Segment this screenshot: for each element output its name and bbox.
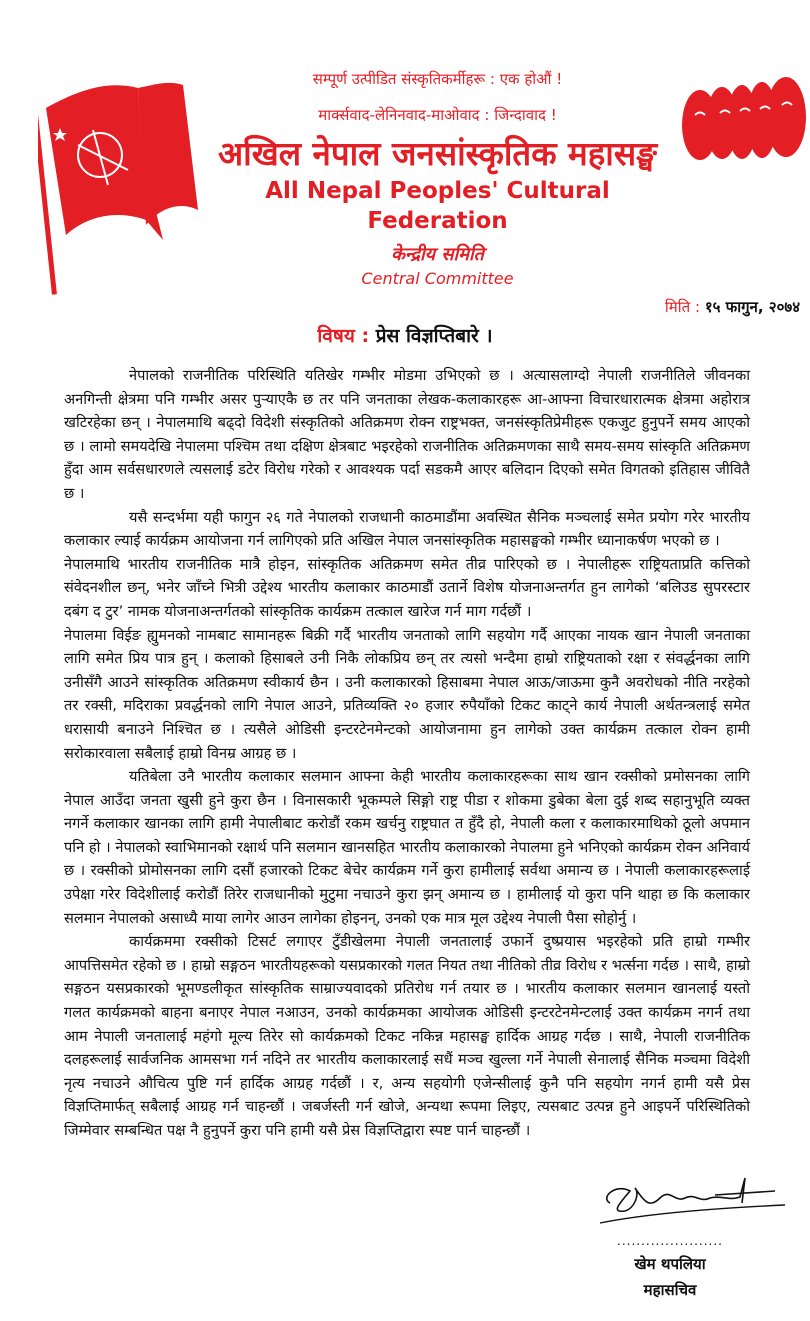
flag-logo	[38, 60, 198, 295]
org-name-nepali: अखिल नेपाल जनसांस्कृतिक महासङ्घ	[217, 134, 658, 173]
signature	[590, 1173, 790, 1233]
paragraph: यसै सन्दर्भमा यही फागुन २६ गते नेपालको राजधानी काठमाडौंमा अवस्थित सैनिक मञ्चलाई समेत प्रयोग गरेर भारतीय कलाकार ल्याई कार्यक्रम आयोजना गर्न लागिएको प्रति अखिल नेपाल जनसांस्कृतिक महासङ्घको गम्भीर ध्यानाकर्षण भएको छ ।	[64, 508, 750, 550]
subject-line	[0, 322, 810, 350]
leaders-portrait-logo	[680, 75, 808, 170]
subject-label: विषय :	[317, 325, 370, 347]
date-line	[0, 296, 810, 318]
subject-value: प्रेस विज्ञप्तिबारे ।	[375, 325, 493, 347]
org-name-english: All Nepal Peoples' Cultural Federation	[265, 178, 610, 234]
paragraph: नेपालमा विईङ ह्युमनको नामबाट सामानहरू बिक्री गर्दै भारतीय जनताको लागि सहयोग गर्दै आएका नायक खान नेपाली जनताका लागि समेत प्रिय पात्र हुन् । कलाको हिसाबले उनी निकै लोकप्रिय छन् तर त्यसो भन्दैमा हाम्रो राष्ट्रियताको रक्षा र संवर्द्धनका लागि उनीसँगै आउने सांस्कृतिक अतिक्रमण स्वीकार्य छैन । उनी कलाकारको हिसाबमा नेपाल आऊ/जाऊमा कुनै अवरोधको नीति नरहेको तर रक्सी, मदिराका प्रवर्द्धनको लागि नेपाल आउने, प्रतिव्यक्ति २० हजार रुपैयाँको टिकट काट्ने कार्य नेपाली अर्थतन्त्रलाई समेत धरासायी बनाउने निश्चित छ । त्यसैले ओडिसी इन्टरटेनमेन्टको आयोजनामा हुन लागेको उक्त कार्यक्रम तत्काल रोक्न हामी सरोकारवाला सबैलाई हाम्रो विनम्र आग्रह छ ।	[64, 626, 750, 762]
slogan-ideology: मार्क्सवाद-लेनिनवाद-माओवाद : जिन्दावाद !	[318, 106, 557, 124]
paragraph: यतिबेला उनै भारतीय कलाकार सलमान आफ्ना केही भारतीय कलाकारहरूका साथ खान रक्सीको प्रमोसनका लागि नेपाल आउँदा जनता खुसी हुने कुरा छैन । विनासकारी भूकम्पले सिङ्गो राष्ट्र पीडा र शोकमा डुबेका बेला दुई शब्द सहानुभूति व्यक्त नगर्ने कलाकार खानका लागि हामी नेपालीबाट करोडौं रकम खर्चनु राष्ट्रघात त हुँदै हो, नेपाली कला र कलाकारमाथिको ठूलो अपमान पनि हो । नेपालको स्वाभिमानको रक्षार्थ पनि सलमान खानसहित भारतीय कलाकारको नेपालमा हुने भनिएको कार्यक्रम रोक्न अनिवार्य छ । रक्सीको प्रोमोसनका लागि दसौं हजारको टिकट बेचेर कार्यक्रम गर्ने कुरा हामीलाई सर्वथा अमान्य छ । नेपाली कलाकारहरूलाई उपेक्षा गरेर विदेशीलाई करोडौं तिरेर राजधानीको मुटुमा नचाउने कुरा झन् अमान्य छ । हामीलाई यो कुरा पनि थाहा छ कि कलाकार सलमान नेपालको असाध्यै माया लागेर आउन लागेका होइनन्, उनको एक मात्र मूल उद्देश्य नेपाली पैसा सोहोर्नु ।	[64, 768, 750, 927]
date-value: १५ फागुन, २०७४	[704, 298, 800, 316]
slogan-unity: सम्पूर्ण उत्पीडित संस्कृतिकर्मीहरू : एक होऔं !	[312, 70, 563, 88]
paragraph: कार्यक्रममा रक्सीको टिसर्ट लगाएर टुँडीखेलमा नेपाली जनतालाई उफार्ने दुष्प्रयास भइरहेको प्रति हाम्रो गम्भीर आपत्तिसमेत रहेको छ । हाम्रो सङ्गठन भारतीयहरूको यसप्रकारको गलत नियत तथा नीतिको तीव्र विरोध र भर्त्सना गर्दछ । साथै, हाम्रो सङ्गठन यसप्रकारको भूमण्डलीकृत सांस्कृतिक साम्राज्यवादको प्रतिरोध गर्न तयार छ । भारतीय कलाकार सलमान खानलाई यस्तो गलत कार्यक्रमको बाहना बनाएर नेपाल नआउन, उनको कार्यक्रमका आयोजक ओडिसी इन्टरटेनमेन्टलाई उक्त कार्यक्रम नगर्न तथा आम नेपाली जनतालाई महंगो मूल्य तिरेर सो कार्यक्रमको टिकट नकिन्न महासङ्घ हार्दिक आग्रह गर्दछ । साथै, नेपाली राजनीतिक दलहरूलाई सार्वजनिक आमसभा गर्न नदिने तर भारतीय कलाकारलाई सधैं मञ्च खुल्ला गर्ने नेपाली सेनालाई सैनिक मञ्चमा विदेशी नृत्य नचाउने औचित्य पुष्टि गर्न हार्दिक आग्रह गर्दछौं । र, अन्य सहयोगी एजेन्सीलाई कुनै पनि सहयोग नगर्न हामी यसै प्रेस विज्ञप्तिमार्फत् सबैलाई आग्रह गर्न चाहन्छौं । जबर्जस्ती गर्न खोजे, अन्यथा रूपमा लिइए, त्यसबाट उत्पन्न हुने आइपर्ने परिस्थितिको जिम्मेवार सम्बन्धित पक्ष नै हुनुपर्ने कुरा पनि हामी यसै प्रेस विज्ञप्तिद्वारा स्पष्ट पार्न चाहन्छौं ।	[64, 933, 750, 1139]
signature-area	[590, 1173, 790, 1301]
signatory-block	[600, 1233, 740, 1301]
signatory-title: महासचिव	[643, 1280, 697, 1299]
committee-english: Central Committee	[361, 269, 514, 288]
paragraph: नेपालको राजनीतिक परिस्थिति यतिखेर गम्भीर मोडमा उभिएको छ । अत्यासलाग्दो नेपाली राजनीतिले जीवनका अनगिन्ती क्षेत्रमा पनि गम्भीर असर पुऱ्याएकै छ तर पनि जनताका लेखक-कलाकारहरू आ-आफ्ना विचारधारात्मक क्षेत्रमा अहोरात्र खटिरहेका छन् । नेपालमाथि बढ्दो विदेशी संस्कृतिको अतिक्रमण रोक्न राष्ट्रभक्त, जनसंस्कृतिप्रेमीहरू एकजुट हुनुपर्ने समय आएको छ । लामो समयदेखि नेपालमा पश्चिम तथा दक्षिण क्षेत्रबाट भइरहेको राजनीतिक अतिक्रमणका साथै समय-समय सांस्कृति अतिक्रमण हुँदा आम सर्वसधारणले त्यसलाई डटेर विरोध गरेको र आवश्यक पर्दा सडकमै आएर बलिदान दिएको समेत विगतको इतिहास जीवितै छ ।	[64, 367, 750, 502]
press-release-body	[64, 364, 750, 1143]
paragraph: नेपालमाथि भारतीय राजनीतिक मात्रै होइन, सांस्कृतिक अतिक्रमण समेत तीव्र पारिएको छ । नेपालीहरू राष्ट्रियताप्रति कत्तिको संवेदनशील छन्, भनेर जाँच्ने भित्री उद्देश्य भारतीय कलाकार काठमाडौं उतार्ने विशेष योजनाअन्तर्गत हुन लागेको ‘बलिउड सुपरस्टार दबंग द टुर’ नामक योजनाअन्तर्गतको सांस्कृतिक कार्यक्रम तत्काल खारेज गर्न माग गर्दछौं ।	[64, 555, 750, 620]
signatory-name: खेम थपलिया	[634, 1254, 706, 1273]
committee-nepali: केन्द्रीय समिति	[391, 244, 484, 265]
signature-dots: ......................	[617, 1233, 723, 1248]
date-label: मिति :	[664, 298, 701, 316]
